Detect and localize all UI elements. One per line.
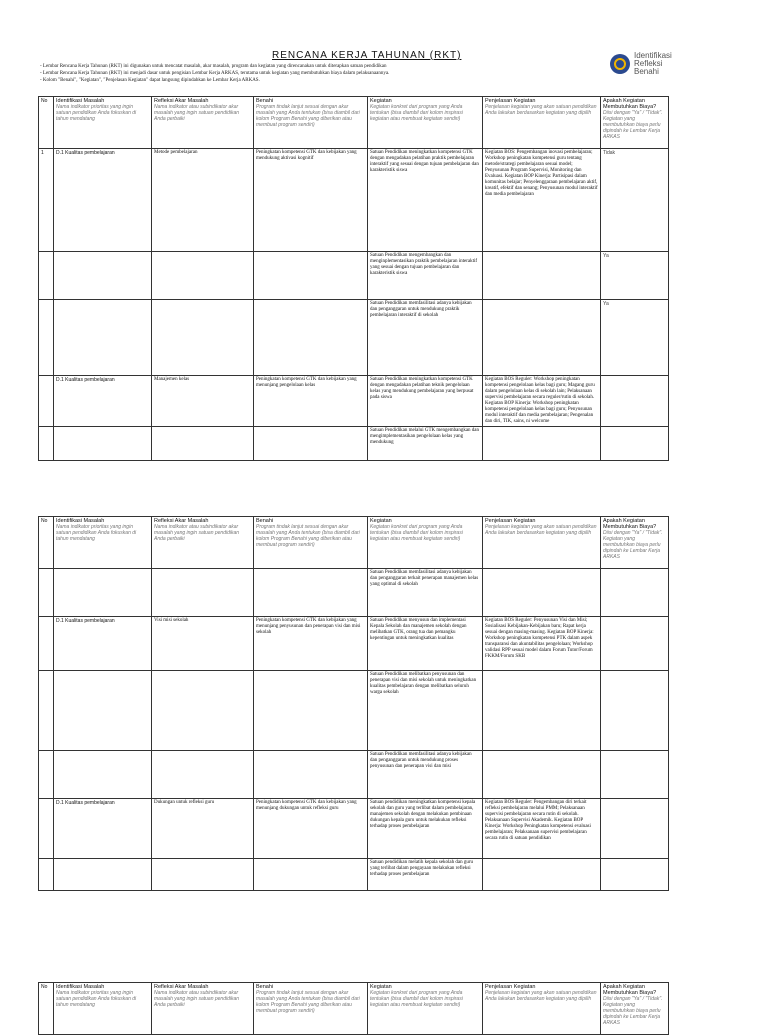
- header-biaya-title: Apakah Kegiatan Membutuhkan Biaya?: [603, 98, 657, 110]
- cell-no: 1: [39, 149, 54, 252]
- cell-biaya: [601, 859, 669, 891]
- cell-akar: Metode pembelajaran: [152, 149, 254, 252]
- cell-benahi: [254, 300, 368, 376]
- header-penjelasan-desc: Penjelasan kegiatan yang akan satuan pendidikan Anda lakukan berdasarkan kegiatan yang dipilih: [485, 104, 597, 116]
- header-masalah-title: Identifikasi Masalah: [56, 518, 105, 524]
- cell-biaya: [601, 799, 669, 859]
- header-penjelasan-desc: Penjelasan kegiatan yang akan satuan pendidikan Anda lakukan berdasarkan kegiatan yang dipilih: [485, 524, 597, 536]
- header-akar: [152, 97, 254, 149]
- table-row: [39, 149, 669, 252]
- cell-akar: [152, 252, 254, 300]
- cell-akar: [152, 427, 254, 461]
- cell-masalah: D.1 Kualitas pembelajaran: [54, 376, 152, 427]
- cell-no: [39, 751, 54, 799]
- header-akar-title: Refleksi Akar Masalah: [154, 984, 209, 990]
- header-kegiatan-title: Kegiatan: [370, 518, 392, 524]
- cell-no: [39, 252, 54, 300]
- header-kegiatan: [368, 983, 483, 1035]
- cell-benahi: [254, 751, 368, 799]
- header-akar-desc: Nama indikator atau subindikator akar masalah yang ingin satuan pendidikan Anda perbaiki: [154, 990, 240, 1008]
- header-kegiatan-title: Kegiatan: [370, 98, 392, 104]
- cell-no: [39, 671, 54, 751]
- table-header-row: [39, 97, 669, 149]
- cell-kegiatan: Satuan Pendidikan memfasilitasi adanya kebijakan dan penganggaran untuk mendukung proses penyusunan dan penerapan visi dan misi: [368, 751, 483, 799]
- header-akar-title: Refleksi Akar Masalah: [154, 518, 209, 524]
- cell-penjelasan: [483, 569, 601, 617]
- cell-masalah: [54, 569, 152, 617]
- cell-benahi: Peningkatan kompetensi GTK dan kebijakan yang mendukung aktivasi kognitif: [254, 149, 368, 252]
- cell-no: [39, 617, 54, 671]
- intro-note: - Kolom "Benahi", "Kegiatan", "Penjelasan Kegiatan" dapat langsung dipindahkan ke Lembar Kerja ARKAS.: [40, 78, 260, 83]
- cell-no: [39, 859, 54, 891]
- rkt-table-page-2: [38, 516, 669, 891]
- table-header-row: [39, 983, 669, 1035]
- header-biaya-desc: Diisi dengan "Ya" / "Tidak". Kegiatan yang membutuhkan biaya perlu dipindah ke Lembar Kerja ARKAS: [603, 996, 663, 1026]
- logo-line-2: Refleksi: [634, 59, 663, 68]
- cell-penjelasan: Kegiatan BOS Reguler: Pengembangan diri terkait refleksi pembelajaran melalui PMM; Pelaksanaan supervisi pembelajaran secara rutin di sekolah. Pelaksanaan Supervisi Akademik. Kegiatan BOP Kinerja: Workshop Peningkatan kompetensi evaluasi pembelajaran; Pelaksanaan supervisi pembelajaran secara rutin di satuan pendidikan: [483, 799, 601, 859]
- cell-kegiatan: Satuan pendidikan meningkatkan kompetensi kepala sekolah dan guru yang terlibat dalam pembelajaran, manajemen sekolah dengan melakukan pembinaan dukungan kepala guru untuk melakukan refleksi terhadap proses pembelajaran: [368, 799, 483, 859]
- cell-kegiatan: Satuan Pendidikan memfasilitasi adanya kebijakan dan penganggaran untuk mendukung praktik pembelajaran interaktif di sekolah: [368, 300, 483, 376]
- header-masalah-title: Identifikasi Masalah: [56, 98, 105, 104]
- cell-akar: [152, 671, 254, 751]
- table-row: [39, 569, 669, 617]
- cell-kegiatan: Satuan Pendidikan meningkatkan kompetensi GTK dengan mengadakan pelatihan teknik pengelolaan kelas yang mendukung pembelajaran yang berpusat pada siswa: [368, 376, 483, 427]
- cell-masalah: [54, 671, 152, 751]
- header-biaya-desc: Diisi dengan "Ya" / "Tidak". Kegiatan yang membutuhkan biaya perlu dipindah ke Lembar Kerja ARKAS: [603, 110, 663, 140]
- header-kegiatan-desc: Kegiatan konkret dari program yang Anda tentukan (bisa diambil dari kolom inspirasi kegiatan atau membuat kegiatan sendiri): [370, 104, 463, 122]
- cell-no: [39, 300, 54, 376]
- cell-biaya: [601, 617, 669, 671]
- header-biaya: [601, 517, 669, 569]
- header-masalah-desc: Nama indikator prioritas yang ingin satuan pendidikan Anda fokuskan di tahun mendatang: [56, 524, 137, 542]
- identifikasi-refleksi-benahi-logo: [610, 52, 672, 76]
- header-akar: [152, 517, 254, 569]
- cell-benahi: [254, 859, 368, 891]
- logo-line-1: Identifikasi: [634, 51, 672, 60]
- cell-akar: [152, 859, 254, 891]
- document-page-2: [0, 510, 768, 877]
- cell-akar: Manajemen kelas: [152, 376, 254, 427]
- header-benahi: [254, 517, 368, 569]
- header-benahi-desc: Program tindak lanjut sesuai dengan akar masalah yang Anda tentukan (bisa diambil dari kolom Program Benahi yang diberikan atau membuat program sendiri): [256, 524, 360, 548]
- header-benahi-title: Benahi: [256, 518, 274, 524]
- header-akar-desc: Nama indikator atau subindikator akar masalah yang ingin satuan pendidikan Anda perbaiki: [154, 524, 240, 542]
- table-row: [39, 799, 669, 859]
- cell-masalah: [54, 751, 152, 799]
- document-title: RENCANA KERJA TAHUNAN (RKT): [272, 50, 462, 61]
- header-kegiatan-desc: Kegiatan konkret dari program yang Anda tentukan (bisa diambil dari kolom inspirasi kegiatan atau membuat kegiatan sendiri): [370, 990, 463, 1008]
- cell-benahi: Peningkatan kompetensi GTK dan kebijakan yang menunjang penyusunan dan penerapan visi dan misi sekolah: [254, 617, 368, 671]
- header-biaya-desc: Diisi dengan "Ya" / "Tidak". Kegiatan yang membutuhkan biaya perlu dipindah ke Lembar Kerja ARKAS: [603, 530, 663, 560]
- cell-no: [39, 799, 54, 859]
- table-row: [39, 751, 669, 799]
- rkt-table-page-3: [38, 982, 669, 1035]
- cell-masalah: [54, 252, 152, 300]
- rkt-table-page-1: [38, 96, 669, 461]
- cell-penjelasan: [483, 252, 601, 300]
- cell-penjelasan: [483, 671, 601, 751]
- header-benahi: [254, 983, 368, 1035]
- cell-benahi: [254, 427, 368, 461]
- cell-biaya: [601, 569, 669, 617]
- cell-benahi: [254, 252, 368, 300]
- cell-kegiatan: Satuan Pendidikan melibatkan penyusunan dan penerapan visi dan misi sekolah untuk meningkatkan kualitas pembelajaran dengan melibatkan seluruh warga sekolah: [368, 671, 483, 751]
- cell-penjelasan: Kegiatan BOS Reguler: Workshop peningkatan kompetensi pengelolaan kelas bagi guru; Magang guru dalam pengelolaan kelas di sekolah lain; Pelaksanaan supervisi pembelajaran secara reguler/rutin di sekolah. Kegiatan BOP Kinerja: Workshop peningkatan kompetensi pengelolaan kelas bagi guru; Penyusunan modul interaktif dan media pembelajaran; Pengenalan dan diri, TIK, sains, ni welcome: [483, 376, 601, 427]
- header-benahi-title: Benahi: [256, 98, 274, 104]
- cell-penjelasan: [483, 751, 601, 799]
- cell-biaya: Tidak: [601, 149, 669, 252]
- cell-penjelasan: Kegiatan BOS: Pengembangan inovasi pembelajaran; Workshop peningkatan kompetensi guru tentang metode/strategi pembelajaran sesuai model; Penyusunan Program Supervisi, Monitoring dan Evaluasi. Kegiatan BOP Kinerja: Partisipasi dalam komunitas belajar; Penyelenggaraan pembelajaran aktif, kreatif, efektif dan senang; Penyusunan modul interaktif dan media pembelajaran: [483, 149, 601, 252]
- table-row: [39, 617, 669, 671]
- cell-akar: [152, 569, 254, 617]
- cell-masalah: D.1 Kualitas pembelajaran: [54, 799, 152, 859]
- header-penjelasan-title: Penjelasan Kegiatan: [485, 984, 536, 990]
- cell-no: [39, 569, 54, 617]
- header-akar-desc: Nama indikator atau subindikator akar masalah yang ingin satuan pendidikan Anda perbaiki: [154, 104, 240, 122]
- header-akar: [152, 983, 254, 1035]
- header-penjelasan: [483, 97, 601, 149]
- cell-kegiatan: Satuan Pendidikan melalui GTK mengembangkan dan mengimplementasikan pengelolaan kelas yang mendukung: [368, 427, 483, 461]
- header-masalah-title: Identifikasi Masalah: [56, 984, 105, 990]
- header-masalah-desc: Nama indikator prioritas yang ingin satuan pendidikan Anda fokuskan di tahun mendatang: [56, 990, 137, 1008]
- cell-biaya: [601, 671, 669, 751]
- cell-kegiatan: Satuan pendidikan melatih kepala sekolah dan guru yang terlibat dalam pengayaan melakukan refleksi terhadap proses pembelajaran: [368, 859, 483, 891]
- cell-penjelasan: [483, 300, 601, 376]
- intro-note: - Lembar Rencana Kerja Tahunan (RKT) ini menjadi dasar untuk pengisian Lembar Kerja ARKAS, terutama untuk kegiatan yang membutuhkan biaya dalam pelaksanaannya.: [40, 71, 390, 76]
- cell-penjelasan: Kegiatan BOS Reguler: Penyusunan Visi dan Misi; Sosialisasi Kebijakan-Kebijakan baru; Rapat kerja sesuai dengan masing-masing. Kegiatan BOP Kinerja: Workshop peningkatan kompetensi PTK dalam aspek transparansi dan akuntabilitas pengelolaan; Workshop validasi RPP sesuai model dalam Forum Tutor/Forum FKKM/Forum SKB: [483, 617, 601, 671]
- table-row: [39, 427, 669, 461]
- cell-biaya: Ya: [601, 300, 669, 376]
- header-akar-title: Refleksi Akar Masalah: [154, 98, 209, 104]
- cell-kegiatan: Satuan Pendidikan meningkatkan kompetensi GTK dengan mengadakan pelatihan praktik pembelajaran interaktif yang sesuai dengan tujuan pembelajaran dan karakteristik siswa: [368, 149, 483, 252]
- cell-biaya: [601, 427, 669, 461]
- cell-akar: Dukungan untuk refleksi guru: [152, 799, 254, 859]
- cell-benahi: Peningkatan kompetensi GTK dan kebijakan yang menunjang dukungan untuk refleksi guru: [254, 799, 368, 859]
- header-penjelasan-title: Penjelasan Kegiatan: [485, 98, 536, 104]
- cell-no: [39, 427, 54, 461]
- header-no: No: [39, 983, 54, 1035]
- cell-akar: [152, 300, 254, 376]
- table-row: [39, 671, 669, 751]
- logo-line-3: Benahi: [634, 67, 659, 76]
- cell-masalah: [54, 859, 152, 891]
- cell-kegiatan: Satuan Pendidikan mengembangkan dan menginplementasikan praktik pembelajaran interaktif yang sesuai dengan tujuan pembelajaran dan karakteristik siswa: [368, 252, 483, 300]
- table-row: [39, 376, 669, 427]
- document-page-3: [0, 976, 768, 1024]
- document-page-1: [0, 0, 768, 460]
- table-row: [39, 252, 669, 300]
- header-no: No: [39, 517, 54, 569]
- header-benahi-desc: Program tindak lanjut sesuai dengan akar masalah yang Anda tentukan (bisa diambil dari kolom Program Benahi yang diberikan atau membuat program sendiri): [256, 990, 360, 1014]
- cell-benahi: [254, 671, 368, 751]
- cell-biaya: [601, 376, 669, 427]
- cell-benahi: [254, 569, 368, 617]
- intro-notes: [40, 64, 488, 85]
- header-biaya-title: Apakah Kegiatan Membutuhkan Biaya?: [603, 984, 657, 996]
- table-header-row: [39, 517, 669, 569]
- cell-akar: [152, 751, 254, 799]
- header-penjelasan-desc: Penjelasan kegiatan yang akan satuan pendidikan Anda lakukan berdasarkan kegiatan yang dipilih: [485, 990, 597, 1002]
- header-masalah: [54, 97, 152, 149]
- header-penjelasan-title: Penjelasan Kegiatan: [485, 518, 536, 524]
- header-benahi-title: Benahi: [256, 984, 274, 990]
- header-biaya-title: Apakah Kegiatan Membutuhkan Biaya?: [603, 518, 657, 530]
- header-kegiatan: [368, 97, 483, 149]
- header-masalah: [54, 983, 152, 1035]
- logo-icon: [610, 54, 630, 74]
- header-biaya: [601, 983, 669, 1035]
- cell-biaya: Ya: [601, 252, 669, 300]
- cell-masalah: [54, 300, 152, 376]
- header-no: No: [39, 97, 54, 149]
- cell-no: [39, 376, 54, 427]
- cell-masalah: [54, 427, 152, 461]
- header-masalah-desc: Nama indikator prioritas yang ingin satuan pendidikan Anda fokuskan di tahun mendatang: [56, 104, 137, 122]
- header-kegiatan-title: Kegiatan: [370, 984, 392, 990]
- cell-masalah: D.1 Kualitas pembelajaran: [54, 617, 152, 671]
- cell-penjelasan: [483, 427, 601, 461]
- cell-biaya: [601, 751, 669, 799]
- header-masalah: [54, 517, 152, 569]
- intro-note: - Lembar Rencana Kerja Tahunan (RKT) ini digunakan untuk mencatat masalah, akar masalah, program dan kegiatan yang direncanakan untuk diterapkan satuan pendidikan: [40, 64, 387, 69]
- cell-masalah: D.1 Kualitas pembelajaran: [54, 149, 152, 252]
- cell-kegiatan: Satuan Pendidikan menyusun dan implementasi Kepala Sekolah dan manajemen sekolah dengan melibatkan GTK, orang tua dan pemangku kepentingan untuk meningkatkan kualitas: [368, 617, 483, 671]
- table-row: [39, 859, 669, 891]
- cell-penjelasan: [483, 859, 601, 891]
- header-penjelasan: [483, 517, 601, 569]
- cell-akar: Visi misi sekolah: [152, 617, 254, 671]
- header-benahi: [254, 97, 368, 149]
- cell-kegiatan: Satuan Pendidikan memfasilitasi adanya kebijakan dan penganggaran terkait penerapan manajemen kelas yang optimal di sekolah: [368, 569, 483, 617]
- header-kegiatan: [368, 517, 483, 569]
- cell-benahi: Peningkatan kompetensi GTK dan kebijakan yang menunjang pengelolaan kelas: [254, 376, 368, 427]
- header-biaya: [601, 97, 669, 149]
- header-benahi-desc: Program tindak lanjut sesuai dengan akar masalah yang Anda tentukan (bisa diambil dari kolom Program Benahi yang diberikan atau membuat program sendiri): [256, 104, 360, 128]
- header-penjelasan: [483, 983, 601, 1035]
- header-kegiatan-desc: Kegiatan konkret dari program yang Anda tentukan (bisa diambil dari kolom inspirasi kegiatan atau membuat kegiatan sendiri): [370, 524, 463, 542]
- table-row: [39, 300, 669, 376]
